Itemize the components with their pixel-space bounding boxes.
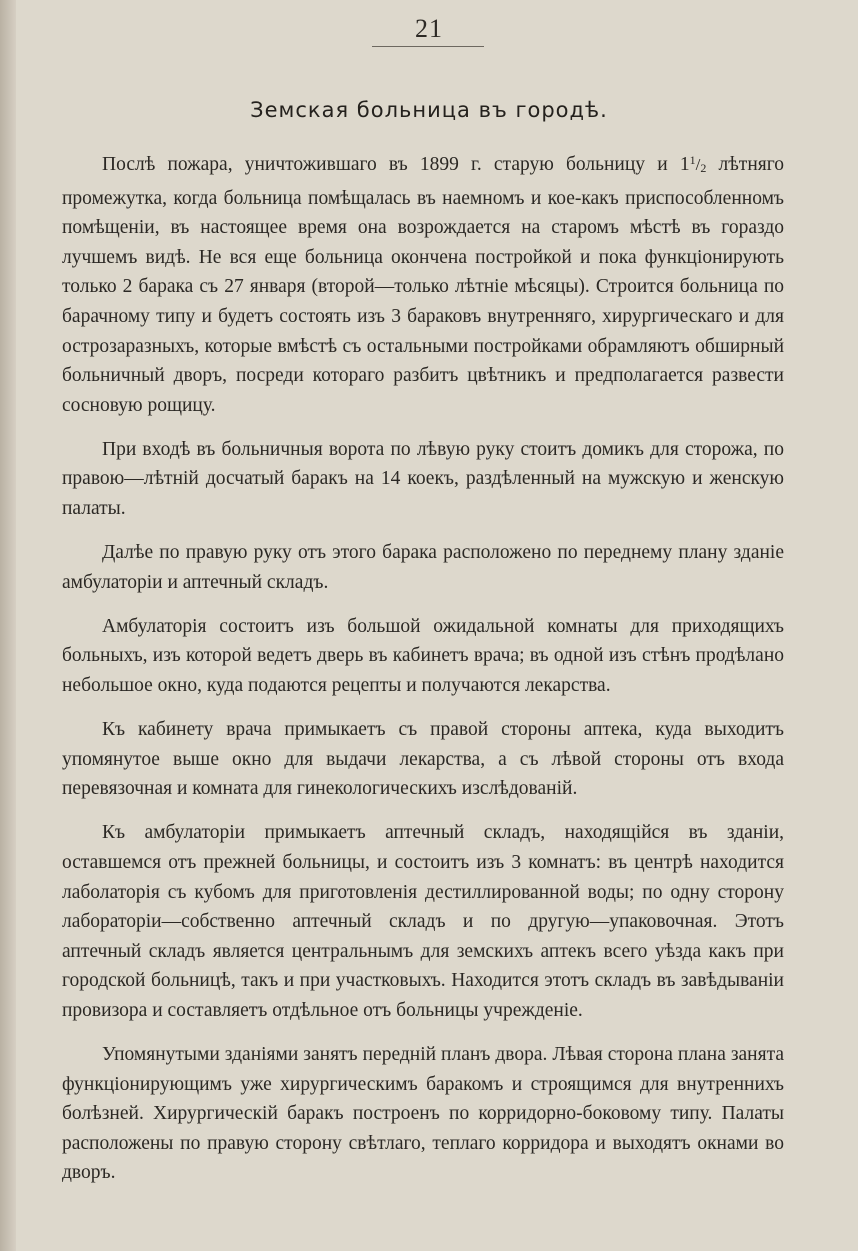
paragraph-1-lead: Послѣ пожара, уничтожившаго въ 1899 г. старую больницу и 1 — [102, 154, 690, 175]
paragraph-1 — [62, 146, 784, 420]
paragraph-4: Амбулаторія состоитъ изъ большой ожидальной комнаты для приходящихъ больныхъ, изъ которой ведетъ дверь въ кабинетъ врача; въ одной изъ стѣнъ продѣлано небольшое окно, куда подаются рецепты и получаются лекарства. — [62, 615, 784, 696]
header-rule — [372, 46, 484, 47]
page-number: 21 — [415, 14, 443, 43]
paragraph-5: Къ кабинету врача примыкаетъ съ правой стороны аптека, куда выходитъ упомянутое выше окно для выдачи лекарства, а съ лѣвой стороны отъ входа перевязочная и комната для гинекологическихъ изслѣдованій. — [62, 719, 784, 800]
section-heading: Земская больница въ городѣ. — [250, 98, 608, 122]
paragraph-3: Далѣе по правую руку отъ этого барака расположено по переднему плану зданіе амбулаторіи и аптечный складъ. — [62, 542, 784, 593]
fraction-slash: / — [695, 155, 701, 174]
paragraph-1-text: лѣтняго промежутка, когда больница помѣщалась въ наемномъ и кое-какъ приспособленномъ помѣщеніи, въ настоящее время она возрождается на старомъ мѣстѣ въ гораздо лучшемъ видѣ. Не вся еще больница окончена постройкой и пока функціонирують только 2 барака съ 27 января (второй—только лѣтніе мѣсяцы). Строится больница по барачному типу и будетъ состоять изъ 3 бараковъ внутренняго, хирургическаго и для острозаразныхъ, которые вмѣстѣ съ остальными постройками обрамляютъ обширный больничный дворъ, посреди котораго разбитъ цвѣтникъ и предполагается развести сосновую рощицу. — [62, 154, 784, 416]
paragraph-2: При входѣ въ больничныя ворота по лѣвую руку стоитъ домикъ для сторожа, по правою—лѣтній досчатый баракъ на 14 коекъ, раздѣленный на мужскую и женскую палаты. — [62, 438, 784, 520]
page-spine-shadow — [0, 0, 16, 1251]
fraction-denominator: 2 — [700, 161, 707, 175]
fraction-numerator: 1 — [689, 153, 696, 167]
body-text — [62, 146, 784, 1203]
paragraph-7: Упомянутыми зданіями занятъ передній планъ двора. Лѣвая сторона плана занята функціонирующимъ уже хирургическимъ баракомъ и строящимся для внутреннихъ болѣзней. Хирургическій баракъ построенъ по корридорно-боковому типу. Палаты расположены по правую сторону свѣтлаго, теплаго корридора и выходятъ окнами во дворъ. — [62, 1044, 784, 1184]
paragraph-6: Къ амбулаторіи примыкаетъ аптечный складъ, находящійся въ зданіи, оставшемся отъ прежней больницы, и состоитъ изъ 3 комнатъ: въ центрѣ находится лаболаторія съ кубомъ для приготовленія дестиллированной воды; по одну сторону лабораторіи—собственно аптечный складъ и по другую—упаковочная. Этотъ аптечный складъ является центральнымъ для земскихъ аптекъ всего уѣзда какъ при городской больницѣ, такъ и при участковыхъ. Находится этотъ складъ въ завѣдываніи провизора и составляетъ отдѣльное отъ больницы учрежденіе. — [62, 822, 784, 1021]
